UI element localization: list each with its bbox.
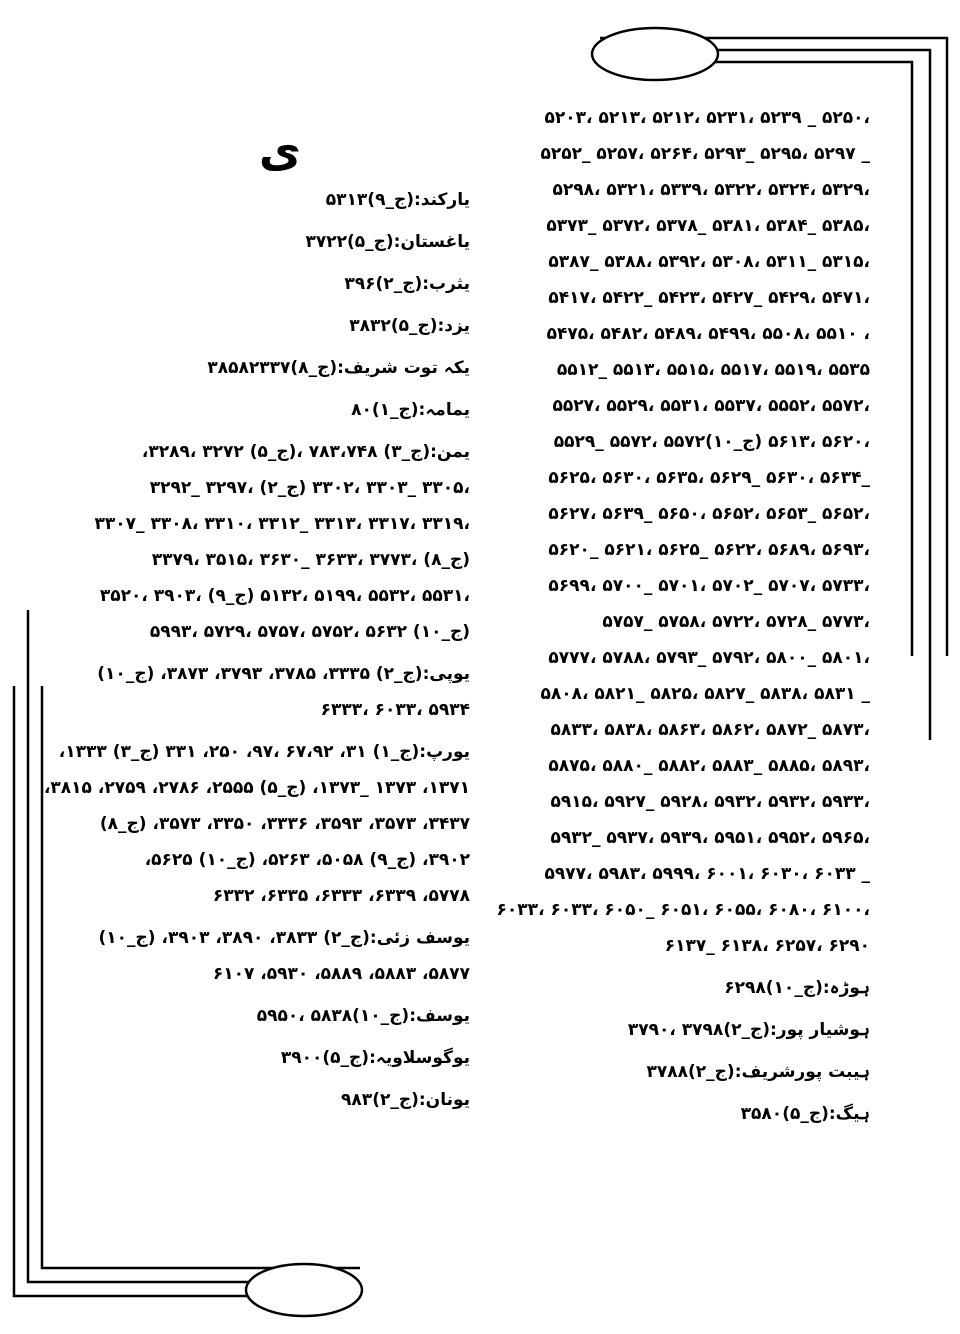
text-line: ،۵۸۰۱ _۵۸۰۰ ،۵۷۹۲ _۵۷۹۳ ،۵۷۸۸ ،۵۷۷۷ bbox=[548, 648, 870, 668]
entry-text: یاغستان:(ج_۵)۳۷۲۲ bbox=[305, 232, 470, 252]
entry-text: ہیبت پورشریف:(ج_۲)۳۷۸۸ bbox=[646, 1062, 870, 1082]
entry-text: ،۳۳۱۹ ،۳۳۱۷ ،۳۳۱۳ _۳۳۱۲ ،۳۳۱۰ ،۳۳۰۸ _۳۳۰۷ bbox=[94, 514, 470, 534]
index-entries bbox=[490, 970, 870, 1132]
text-line: ،۵۶۵۲ _۵۶۵۳ ،۵۶۵۲ ،۵۶۵۰ _۵۶۳۹ ،۵۶۲۷ bbox=[548, 504, 870, 524]
index-entry-up bbox=[80, 656, 470, 728]
entry-text: ۳۴۳۷، ۳۵۷۳، ۳۵۹۳، ۳۳۳۶، ۳۳۵۰، ۳۵۷۳، (ج_۸) bbox=[99, 814, 470, 834]
index-entry bbox=[490, 1096, 870, 1132]
index-entry-yaka-toot-sharif bbox=[80, 350, 470, 386]
entry-text: ۵۸۷۷، ۵۸۸۳، ۵۸۸۹، ۵۹۳۰، ۶۱۰۷ bbox=[212, 964, 470, 984]
index-entry-yaghistan bbox=[80, 224, 470, 260]
text-line: ،۵۸۹۳ ،۵۸۸۵ _۵۸۸۳ ،۵۸۸۲ _۵۸۸۰ ،۵۸۷۵ bbox=[548, 756, 870, 776]
index-entry bbox=[490, 1054, 870, 1090]
bottom-ornament-oval bbox=[246, 1264, 362, 1316]
text-line: ،۵۲۵۰ _ ۵۲۳۹ ،۵۲۳۱ ،۵۲۱۲ ،۵۲۱۳ ،۵۲۰۳ bbox=[544, 108, 870, 128]
text-line: ۵۵۳۵ ،۵۵۱۹ ،۵۵۱۷ ،۵۵۱۵ ،۵۵۱۳ _۵۵۱۲ bbox=[556, 360, 870, 380]
index-entry bbox=[490, 970, 870, 1006]
entry-text: ہوڑہ:(ج_۱۰)۶۲۹۸ bbox=[724, 978, 870, 998]
text-line: _ ۵۲۹۷ ،۵۲۹۵ _۵۲۹۳ ،۵۲۶۴ ،۵۲۵۷ _۵۲۵۲ bbox=[540, 144, 870, 164]
index-entry-yemen bbox=[80, 434, 470, 650]
top-ornament-oval bbox=[592, 28, 718, 80]
entry-text: (ج_۸) ،۳۷۷۳ ،۳۶۳۳ _۳۶۳۰ ،۳۵۱۵ ،۳۳۷۹ bbox=[151, 550, 470, 570]
text-line: ،۵۳۲۹ ،۵۳۲۴ ،۵۳۲۲ ،۵۳۳۹ ،۵۳۲۱ ،۵۲۹۸ bbox=[552, 180, 870, 200]
index-entry-europe bbox=[43, 734, 470, 914]
text-line: ،۵۵۷۲ ،۵۵۵۲ ،۵۵۳۷ ،۵۵۳۱ ،۵۵۲۹ ،۵۵۲۷ bbox=[552, 396, 870, 416]
entry-text: ،۳۳۰۵ _۳۳۰۳ ،۳۳۰۲ (ج_۲) ،۳۲۹۷ _۳۲۹۲ bbox=[149, 478, 470, 498]
text-line: ،۵۸۷۳ _۵۸۷۲ ،۵۸۶۲ ،۵۸۶۳ ،۵۸۳۸ ،۵۸۳۳ bbox=[550, 720, 870, 740]
text-line: _ ۵۸۳۱ ،۵۸۳۸ _۵۸۲۷ ،۵۸۲۵ _۵۸۲۱ ،۵۸۰۸ bbox=[540, 684, 870, 704]
entry-text: یوگوسلاویہ:(ج_۵)۳۹۰۰ bbox=[280, 1048, 470, 1068]
index-entry-yazd bbox=[80, 308, 470, 344]
entry-text: یمامہ:(ج_۱)۸۰ bbox=[351, 400, 470, 420]
entry-text: ۳۹۰۲، (ج_۹) ۵۰۵۸، ۵۲۶۳، (ج_۱۰) ۵۶۲۵، bbox=[144, 850, 470, 870]
text-line: ،۵۶۹۳ ،۵۶۸۹ ،۵۶۲۲ _۵۶۲۵ ،۵۶۲۱ _۵۶۲۰ bbox=[548, 540, 870, 560]
entry-text: ۱۳۷۱، ۱۳۷۳ _۱۳۷۳، (ج_۵) ۲۵۵۵، ۲۷۸۶، ۲۷۵۹، ۳۸۱۵، bbox=[43, 778, 470, 798]
text-line: ،۶۱۰۰ ،۶۰۸۰ ،۶۰۵۵ ،۶۰۵۱ _۶۰۵۰ ،۶۰۳۳ ،۶۰۳۳ bbox=[496, 900, 870, 920]
right-column bbox=[490, 100, 870, 1138]
text-line: ۶۲۹۰ ،۶۲۵۷ ،۶۱۳۸ _۶۱۳۷ bbox=[664, 936, 870, 956]
text-line: ،۵۴۷۱ ،۵۴۲۹ _۵۴۲۷ ،۵۴۲۳ _۵۴۲۲ ،۵۴۱۷ bbox=[548, 288, 870, 308]
index-entry-yusufzai bbox=[80, 920, 470, 992]
entry-text: ہیگ:(ج_۵)۳۵۸۰ bbox=[740, 1104, 870, 1124]
entry-text: (ج_۱۰) ۵۶۳۲ ،۵۷۵۲ ،۵۷۵۷ ،۵۷۲۹ ،۵۹۹۳ bbox=[149, 622, 470, 642]
entry-text: یارکند:(ج_۹)۵۳۱۳ bbox=[325, 190, 470, 210]
text-line: ،۵۳۸۵ _۵۳۸۴ ،۵۳۸۱ _۵۳۷۸ ،۵۳۷۲ _۵۳۷۳ bbox=[546, 216, 870, 236]
entry-text: ۵۷۷۸، ۶۳۳۹، ۶۳۳۳، ۶۳۳۵، ۶۳۳۲ bbox=[212, 886, 470, 906]
left-column bbox=[43, 120, 470, 1124]
index-entry-yamamah bbox=[80, 392, 470, 428]
entry-text: یورپ:(ج_۱) ۳۱، ۶۷،۹۲ ،۹۷، ۲۵۰، ۳۳۱ (ج_۳) ۱۳۳۳، bbox=[58, 742, 470, 762]
entry-text: یوپی:(ج_۲) ۳۳۳۵، ۳۷۸۵، ۳۷۹۳، ۳۸۷۳، (ج_۱۰) bbox=[97, 664, 470, 684]
section-letter-heading: ی bbox=[258, 123, 302, 177]
continued-number-block bbox=[490, 100, 870, 964]
entry-text: ،۵۵۳۱ ،۵۵۳۲ ،۵۱۹۹ ،۵۱۳۲ (ج_۹) ،۳۹۰۳ ،۳۵۲۰ bbox=[99, 586, 470, 606]
text-line: ،۵۹۳۳ ،۵۹۳۲ ،۵۹۳۲ ،۵۹۲۸ _۵۹۲۷ ،۵۹۱۵ bbox=[550, 792, 870, 812]
text-line: ،۵۷۷۳ _۵۷۲۸ ،۵۷۲۲ ،۵۷۵۸ _۵۷۵۷ bbox=[602, 612, 870, 632]
entry-text: یکہ توت شریف:(ج_۸)۳۸۵۸۲۳۳۷ bbox=[207, 358, 470, 378]
entry-text: یثرب:(ج_۲)۳۹۶ bbox=[344, 274, 470, 294]
entry-text: یوسف:(ج_۱۰)۵۸۳۸ ،۵۹۵۰ bbox=[256, 1006, 470, 1026]
entry-text: یوسف زئی:(ج_۲) ۳۸۳۳، ۳۸۹۰، ۳۹۰۳، (ج_۱۰) bbox=[98, 928, 470, 948]
entry-text: ہوشیار پور:(ج_۲)۳۷۹۸ ،۳۷۹۰ bbox=[627, 1020, 870, 1040]
text-line: ،۵۳۱۵ _۵۳۱۱ ،۵۳۰۸ ،۵۳۹۲ ،۵۳۸۸ _۵۳۸۷ bbox=[548, 252, 870, 272]
text-line: ، ۵۵۱۰ ،۵۵۰۸ ،۵۴۹۹ ،۵۴۸۹ ،۵۴۸۲ ،۵۴۷۵ bbox=[546, 324, 870, 344]
index-entry-yathrib bbox=[80, 266, 470, 302]
text-line: _ ۶۰۳۳ ،۶۰۳۰ ،۶۰۰۱ ،۵۹۹۹ ،۵۹۸۳ ،۵۹۷۷ bbox=[544, 864, 870, 884]
index-entry bbox=[490, 1012, 870, 1048]
text-line: _۵۶۳۴ ،۵۶۳۰ _۵۶۲۹ ،۵۶۳۵ ،۵۶۳۰ ،۵۶۲۵ bbox=[548, 468, 870, 488]
index-entry-yusuf bbox=[80, 998, 470, 1034]
entry-text: یمن:(ج_۳) ۷۸۳،۷۴۸ ،(ج_۵) ۳۲۷۲ ،۳۲۸۹، bbox=[141, 442, 470, 462]
index-entry-greece bbox=[80, 1082, 470, 1118]
text-line: ،۵۶۲۰ ،۵۶۱۳ (ج_۱۰)۵۵۷۲ ،۵۵۷۲ _۵۵۲۹ bbox=[553, 432, 870, 452]
text-line: ،۵۷۳۳ ،۵۷۰۷ _۵۷۰۲ ،۵۷۰۱ _۵۷۰۰ ،۵۶۹۹ bbox=[548, 576, 870, 596]
entry-text: یونان:(ج_۲)۹۸۳ bbox=[341, 1090, 470, 1110]
entry-text: یزد:(ج_۵)۳۸۳۲ bbox=[349, 316, 470, 336]
text-line: ،۵۹۶۵ ،۵۹۵۲ ،۵۹۵۱ ،۵۹۳۹ ،۵۹۳۷ _۵۹۳۲ bbox=[550, 828, 870, 848]
index-entry-yarkand bbox=[80, 182, 470, 218]
index-entry-yugoslavia bbox=[80, 1040, 470, 1076]
entry-text: ۵۹۳۴ ،۶۰۳۳ ،۶۳۳۳ bbox=[320, 700, 470, 720]
